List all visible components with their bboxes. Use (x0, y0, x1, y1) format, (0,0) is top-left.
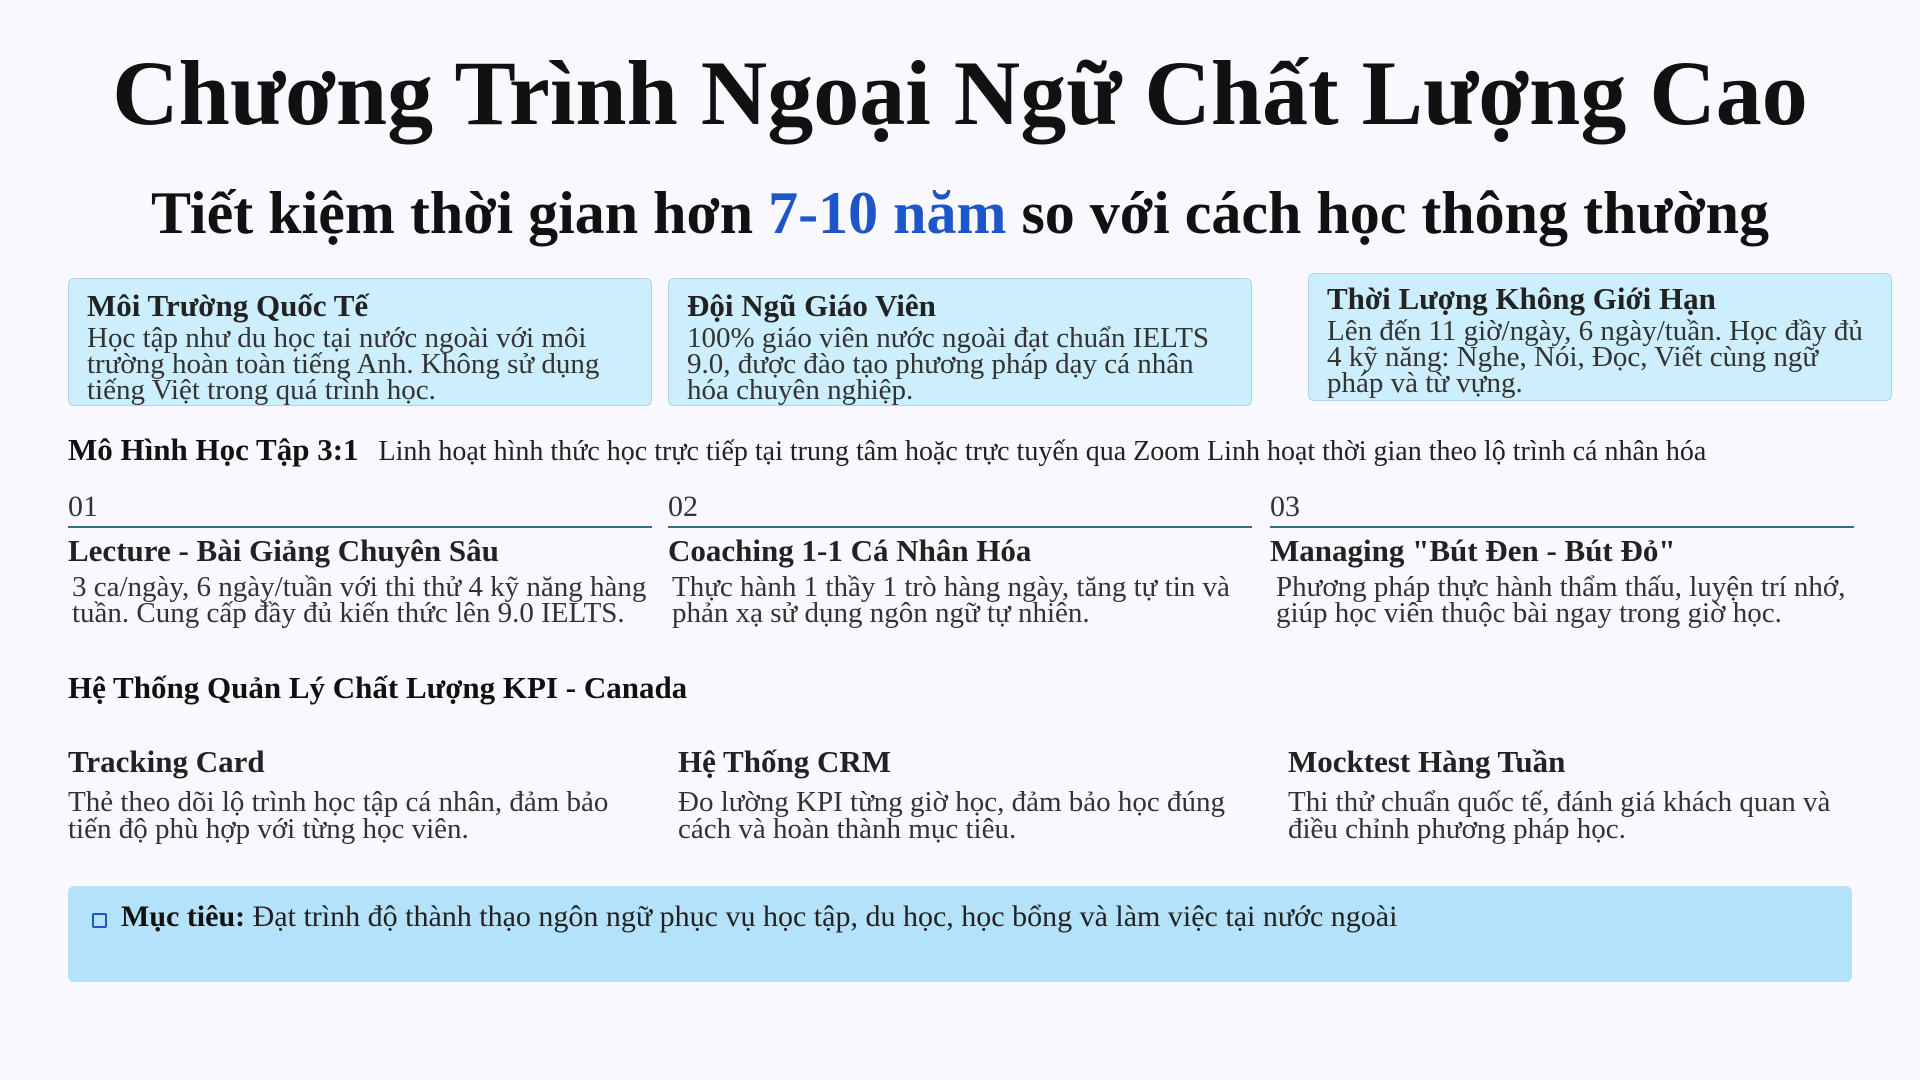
feature-card-text: Lên đến 11 giờ/ngày, 6 ngày/tuần. Học đầy đủ 4 kỹ năng: Nghe, Nói, Đọc, Viết cùng ngữ pháp và từ vựng. (1327, 315, 1863, 399)
kpi-item-crm-system (678, 743, 1268, 843)
step-title: Coaching 1-1 Cá Nhân Hóa (668, 533, 1032, 568)
step-coaching (668, 490, 1252, 629)
kpi-item-title: Mocktest Hàng Tuần (1288, 744, 1566, 779)
goal-label: Mục tiêu: (121, 900, 246, 933)
kpi-item-text: Thẻ theo dõi lộ trình học tập cá nhân, đảm bảo tiến độ phù hợp với từng học viên. (68, 786, 609, 845)
subtitle-text-after: so với cách học thông thường (1006, 180, 1769, 246)
step-text: Thực hành 1 thầy 1 trò hàng ngày, tăng tự tin và phản xạ sử dụng ngôn ngữ tự nhiên. (672, 571, 1230, 629)
feature-card-title: Thời Lượng Không Giới Hạn (1327, 281, 1716, 316)
feature-card-teaching-staff (668, 278, 1252, 406)
kpi-item-text: Đo lường KPI từng giờ học, đảm bảo học đúng cách và hoàn thành mục tiêu. (678, 786, 1225, 845)
step-number: 03 (1270, 490, 1854, 528)
feature-card-title: Đội Ngũ Giáo Viên (687, 288, 936, 323)
checkbox-icon (92, 913, 107, 928)
kpi-item-title: Tracking Card (68, 744, 265, 779)
feature-card-unlimited-duration (1308, 273, 1892, 401)
feature-card-international-environment (68, 278, 652, 406)
step-lecture (68, 490, 652, 629)
step-text: 3 ca/ngày, 6 ngày/tuần với thi thử 4 kỹ năng hàng tuần. Cung cấp đầy đủ kiến thức lên 9.0 IELTS. (72, 571, 647, 629)
step-number: 02 (668, 490, 1252, 528)
page-subtitle (0, 178, 1920, 248)
subtitle-highlight: 7-10 năm (768, 180, 1007, 246)
kpi-heading: Hệ Thống Quản Lý Chất Lượng KPI - Canada (68, 670, 688, 705)
learning-model-label: Mô Hình Học Tập 3:1 (68, 432, 359, 467)
step-text: Phương pháp thực hành thẩm thấu, luyện trí nhớ, giúp học viên thuộc bài ngay trong giờ học. (1276, 571, 1846, 629)
kpi-item-tracking-card (68, 743, 658, 843)
subtitle-text-before: Tiết kiệm thời gian hơn (151, 180, 769, 246)
kpi-item-text: Thi thử chuẩn quốc tế, đánh giá khách quan và điều chỉnh phương pháp học. (1288, 786, 1831, 845)
step-number: 01 (68, 490, 652, 528)
goal-box (68, 886, 1852, 982)
step-title: Lecture - Bài Giảng Chuyên Sâu (68, 533, 499, 568)
feature-card-text: Học tập như du học tại nước ngoài với môi trường hoàn toàn tiếng Anh. Không sử dụng tiếng Việt trong quá trình học. (87, 322, 600, 406)
kpi-item-weekly-mocktest (1288, 743, 1878, 843)
kpi-item-title: Hệ Thống CRM (678, 744, 892, 779)
feature-card-title: Môi Trường Quốc Tế (87, 288, 369, 323)
step-managing (1270, 490, 1854, 629)
learning-model-row (68, 432, 1868, 468)
goal-text: Đạt trình độ thành thạo ngôn ngữ phục vụ học tập, du học, học bổng và làm việc tại nước ngoài (245, 900, 1398, 933)
page-title: Chương Trình Ngoại Ngữ Chất Lượng Cao (112, 42, 1808, 144)
step-title: Managing "Bút Đen - Bút Đỏ" (1270, 533, 1676, 568)
learning-model-description: Linh hoạt hình thức học trực tiếp tại trung tâm hoặc trực tuyến qua Zoom Linh hoạt thời gian theo lộ trình cá nhân hóa (378, 436, 1707, 467)
feature-card-text: 100% giáo viên nước ngoài đạt chuẩn IELTS 9.0, được đào tạo phương pháp dạy cá nhân hóa chuyên nghiệp. (687, 322, 1210, 406)
